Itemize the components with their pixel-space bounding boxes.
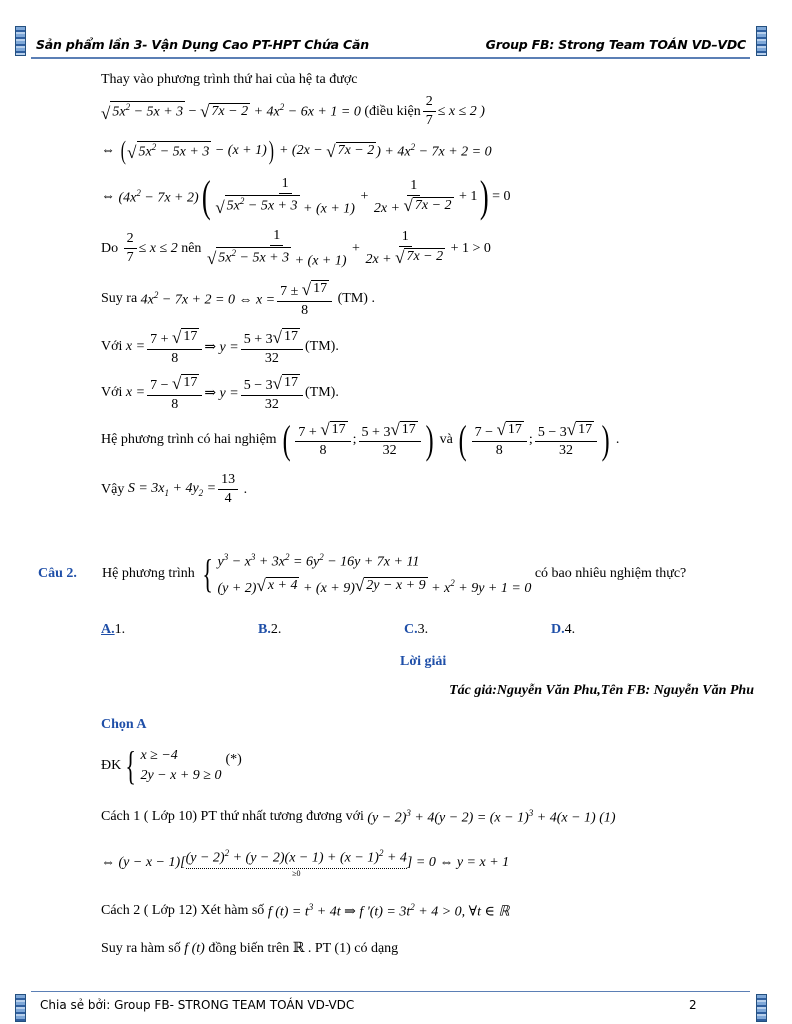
nen-text: nên	[181, 240, 202, 256]
question-2	[38, 552, 686, 596]
option-b[interactable]: B.2.	[258, 622, 282, 637]
domain-condition: ĐK { x ≥ −4 2y − x + 9 ≥ 0 (*)	[101, 743, 242, 788]
method-2-text: Cách 2 ( Lớp 12) Xét hàm số	[101, 903, 265, 919]
equation-2: ⇔ ( √ $5x^2 - 5x + 3$ − (x + 1) ) + (2x − √ 7x − 2 ) + $4x^2 - 7x + 2 = 0$	[101, 136, 492, 165]
tm-text-1: (TM)	[304, 339, 336, 355]
footer-rule	[31, 991, 750, 992]
option-d-letter: D.	[551, 622, 565, 637]
footer-right-ornament	[756, 994, 767, 1022]
voi-text-1: Với	[101, 339, 123, 355]
condition-text: (điều kiện	[364, 103, 421, 119]
conclusion-line: Suy ra hàm số f (t) đồng biến trên ℝ . PT (1) có dạng	[101, 940, 399, 956]
method-1-text: Cách 1 ( Lớp 10) PT thứ nhất tương đương với	[101, 809, 364, 825]
solution-title: Lời giải	[400, 654, 447, 669]
header-left-title: Sản phẩm lần 3- Vận Dụng Cao PT-HPT Chứa Căn	[36, 37, 369, 52]
dk-label: ĐK	[101, 758, 122, 773]
header-right-ornament	[756, 26, 767, 56]
option-a[interactable]: A.1.	[101, 622, 126, 637]
equation-1: √ $5x^2 - 5x + 3$ − √ 7x − 2 + $4x^2 - 6x + 1 = 0$ (điều kiện $\frac{2}{7}$ ≤ x ≤ 2 )	[101, 94, 485, 128]
va-text: và	[439, 432, 453, 447]
option-d-value: 4	[564, 622, 572, 637]
question-label: Câu 2.	[38, 566, 77, 582]
page-footer	[0, 988, 792, 1024]
author-line: Tác giả:Nguyễn Văn Phu,Tên FB: Nguyễn Văn Phu	[449, 683, 754, 698]
option-d[interactable]: D.4.	[551, 622, 576, 637]
option-b-value: 2	[270, 622, 278, 637]
option-b-letter: B.	[258, 622, 271, 637]
tm-text-2: (TM)	[304, 385, 336, 401]
conclusion-text-a: Suy ra hàm số	[101, 940, 181, 956]
option-a-letter: A.	[101, 622, 115, 637]
voi-text-2: Với	[101, 385, 123, 401]
conclusion-text-b: đồng biến trên	[208, 940, 290, 956]
intro-text: Thay vào phương trình thứ hai của hệ ta được	[101, 72, 358, 87]
do-text: Do	[101, 240, 119, 256]
option-a-value: 1	[114, 622, 122, 637]
equation-9: Vậy $S = 3x_1 + 4y_2$ = $\frac{13}{4}$ .	[101, 472, 248, 506]
equation-8: Hệ phương trình có hai nghiệm ( 7 + √ 17 8 ; 5 + 3 √ 17 32 ) và ( 7 − √ 17 8 ; 5 − 3 √ 17 32 ) .	[101, 417, 620, 462]
page-header	[0, 26, 792, 66]
equation-6: Với x = 7 + √ 17 8 ⇒ y = 5 + 3 √ 17 32 (TM) .	[101, 327, 339, 366]
method-2-line: Cách 2 ( Lớp 12) Xét hàm số f $(t) = t^3 + 4t$ ⇒ f '$(t) = 3t^2 + 4 > 0$, ∀t ∈ ℝ	[101, 902, 510, 920]
two-solutions-text: Hệ phương trình có hai nghiệm	[101, 432, 277, 447]
equation-7: Với x = 7 − √ 17 8 ⇒ y = 5 − 3 √ 17 32 (TM) .	[101, 373, 339, 412]
header-rule	[31, 57, 750, 59]
suy-ra-text: Suy ra	[101, 291, 138, 307]
option-c-value: 3	[417, 622, 425, 637]
dk-star: (*)	[225, 752, 242, 767]
equation-system: { $y^3 - x^3 + 3x^2 = 6y^2 - 16y + 7x + 11$ (y + 2) √ x + 4 + (x + 9) √ 2y − x + 9 + $x^2 + 9y + 1 = 0$	[202, 551, 532, 597]
header-right-title: Group FB: Strong Team TOÁN VD–VDC	[485, 37, 746, 52]
option-c-letter: C.	[404, 622, 418, 637]
equation-4: Do $\frac{2}{7}$ ≤ x ≤ 2 nên 1 √ $5x^2 - 5x + 3$ + (x + 1) + 1 2x + √ 7x − 2 + 1 > 0	[101, 228, 491, 269]
equation-3: ⇔ $(4x^2 - 7x + 2)$ ( 1 √ $5x^2 - 5x + 3$ + (x + 1) + 1 2x + √ 7x − 2 + 1 ) = 0	[101, 172, 511, 221]
footer-left-ornament	[15, 994, 26, 1022]
header-left-ornament	[15, 26, 26, 56]
footer-text: Chia sẻ bởi: Group FB- STRONG TEAM TOÁN VD-VDC	[40, 998, 355, 1012]
question-suffix: có bao nhiêu nghiệm thực?	[534, 566, 687, 582]
equation-5: Suy ra $4x^2 - 7x + 2 = 0$ ⇔ x = 7 ± √ 17 8 (TM) .	[101, 279, 375, 318]
page-number: 2	[689, 998, 697, 1012]
intro-line	[101, 72, 357, 88]
vay-text: Vậy	[101, 481, 125, 497]
question-prefix: Hệ phương trình	[102, 566, 195, 582]
method-1-line: Cách 1 ( Lớp 10) PT thứ nhất tương đương với $(y - 2)^3 + 4(y - 2) = (x - 1)^3 + 4(x - 1)$ (1)	[101, 808, 616, 826]
method-1-factor: ⇔ (y − x − 1)[ $(y - 2)^2 + (y - 2)(x - 1) + (x - 1)^2 + 4$ ≥0 ] = 0 ⇔ y = x + 1	[101, 848, 510, 878]
answer-choice: Chọn A	[101, 717, 147, 732]
option-c[interactable]: C.3.	[404, 622, 429, 637]
conclusion-text-c: . PT (1) có dạng	[307, 940, 399, 956]
